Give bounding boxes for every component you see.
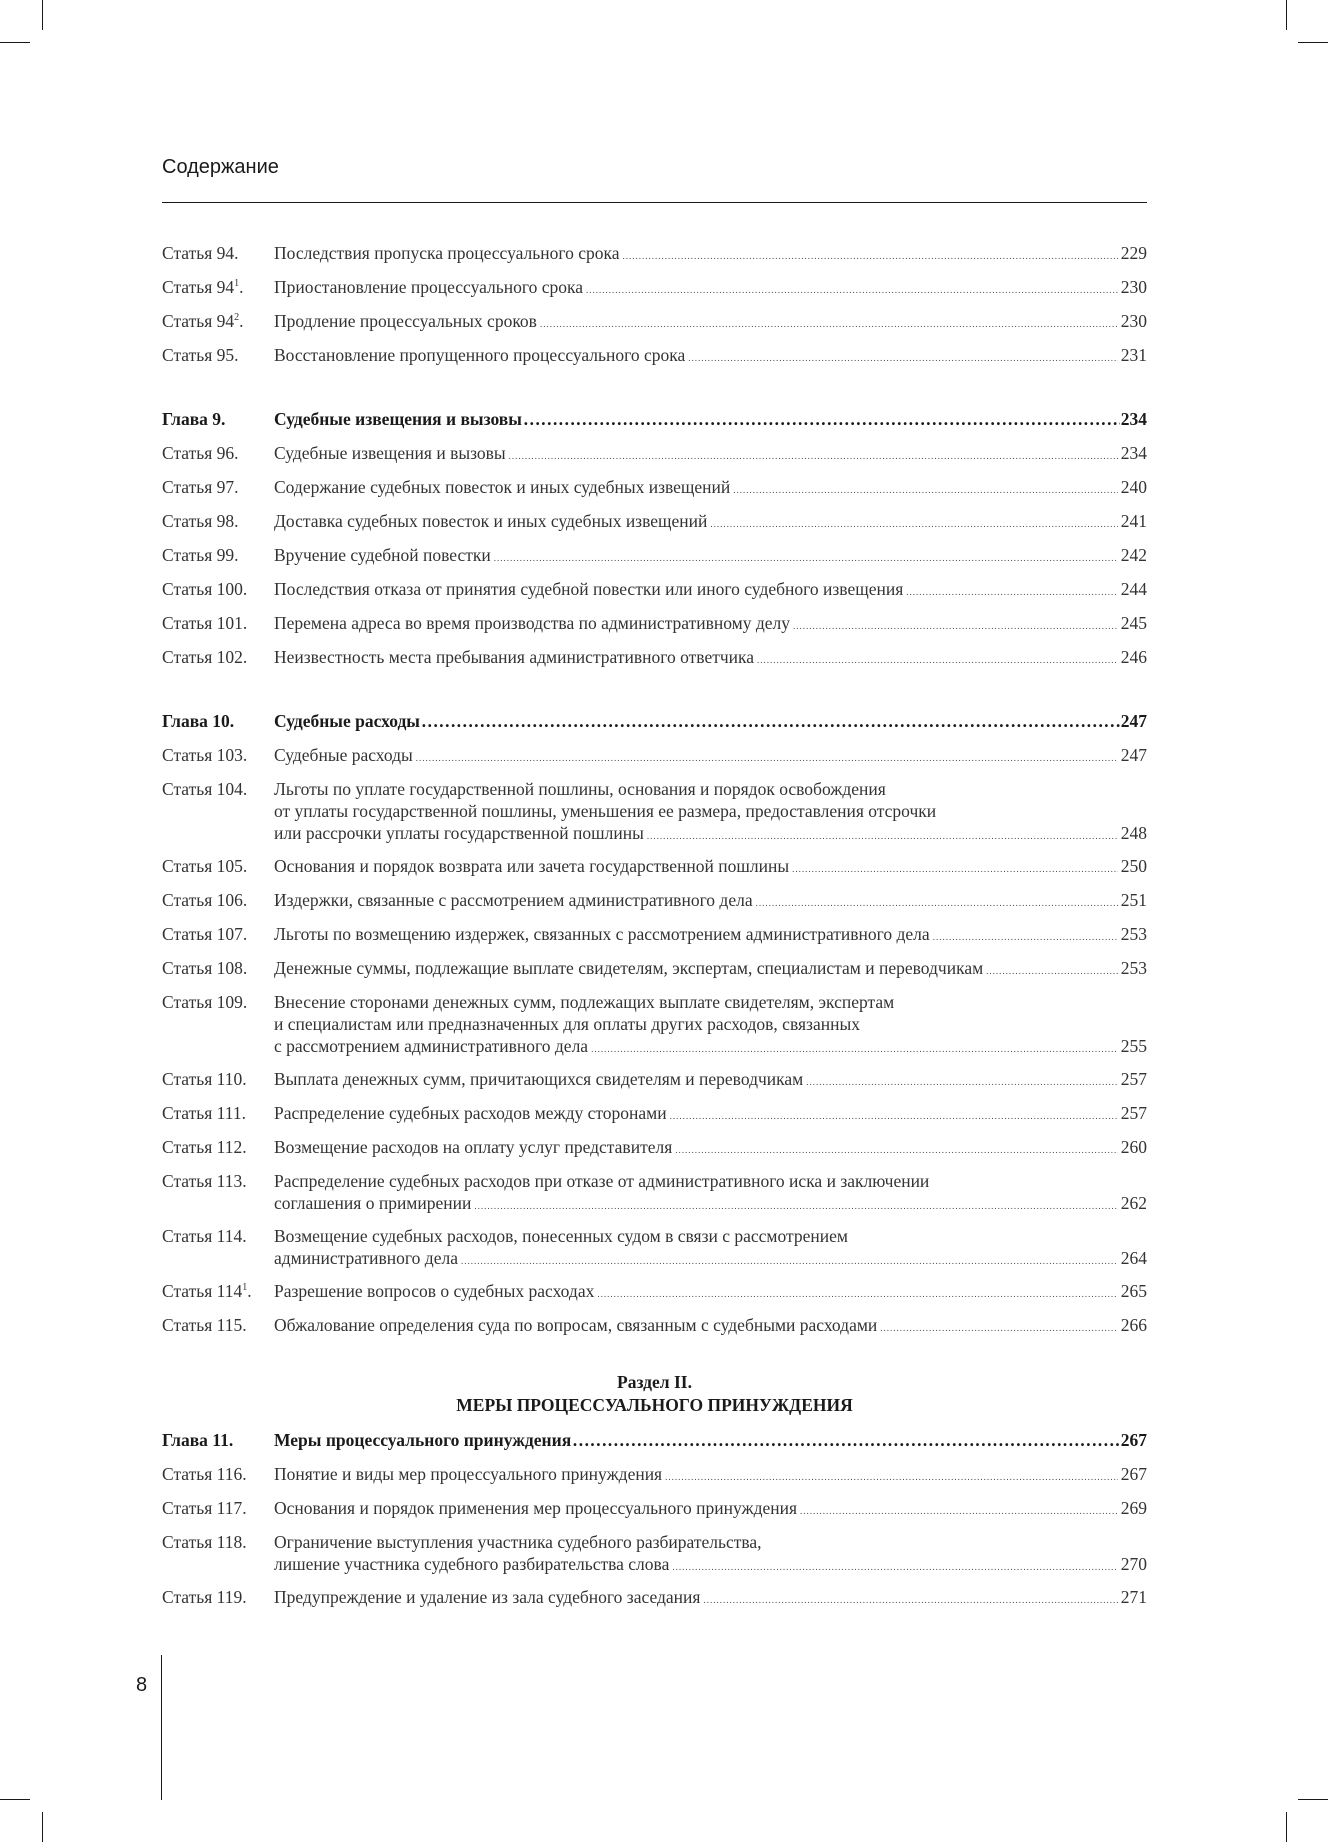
toc-entry-label: Статья 97. — [162, 477, 239, 497]
toc-entry-title: Судебные расходы — [274, 745, 413, 765]
toc-entry-page: 262 — [1120, 1193, 1147, 1213]
toc-entry-page: 264 — [1120, 1248, 1147, 1268]
toc-entry-page: 271 — [1120, 1587, 1147, 1607]
toc-entry[interactable] — [162, 1068, 1147, 1102]
toc-entry[interactable] — [162, 310, 1147, 344]
leader-dots — [756, 892, 1118, 914]
toc-entry[interactable] — [162, 1314, 1147, 1348]
leader-dots — [665, 1466, 1118, 1488]
section-heading — [162, 1371, 1147, 1429]
crop-mark — [42, 0, 43, 30]
toc-entry-label: Статья 100. — [162, 579, 248, 599]
toc-chapter-label: Глава 11. — [162, 1430, 234, 1450]
toc-entry-page: 257 — [1120, 1069, 1147, 1089]
toc-chapter[interactable] — [162, 710, 1147, 744]
toc-entry[interactable] — [162, 1102, 1147, 1136]
toc-entry[interactable] — [162, 855, 1147, 889]
crop-mark — [1298, 1799, 1328, 1800]
toc-entry[interactable] — [162, 1463, 1147, 1497]
toc-entry-title: лишение участника судебного разбирательства слова — [274, 1554, 670, 1574]
toc-entry-label: Статья 115. — [162, 1315, 247, 1335]
leader-dots — [986, 960, 1118, 982]
leader-dots — [509, 445, 1118, 467]
superscript: 2 — [234, 312, 240, 324]
toc-entry[interactable] — [162, 612, 1147, 646]
toc-entry-page: 244 — [1120, 579, 1147, 599]
toc-entry-page: 247 — [1120, 745, 1147, 765]
toc-entry-label: Статья 103. — [162, 745, 248, 765]
leader-dots — [461, 1250, 1118, 1272]
toc-entry[interactable] — [162, 476, 1147, 510]
toc-entry-page: 234 — [1120, 443, 1147, 463]
toc-entry[interactable] — [162, 1531, 1147, 1586]
toc-entry[interactable] — [162, 957, 1147, 991]
toc-entry[interactable] — [162, 923, 1147, 957]
toc-entry-title: Доставка судебных повесток и иных судебных извещений — [274, 511, 708, 531]
toc-entry-title: Последствия пропуска процессуального срока — [274, 243, 620, 263]
toc-entry-title: Вручение судебной повестки — [274, 545, 491, 565]
toc-entry-page: 270 — [1120, 1554, 1147, 1574]
leader-dots — [792, 858, 1118, 880]
toc-entry[interactable] — [162, 510, 1147, 544]
crop-mark — [1286, 1812, 1287, 1842]
toc-entry-label: Статья $94^2$. — [162, 311, 244, 331]
leader-dots — [793, 615, 1118, 637]
toc-entry-page: 230 — [1120, 311, 1147, 331]
toc-entry-title: Издержки, связанные с рассмотрением административного дела — [274, 890, 753, 910]
running-head: Содержание — [162, 156, 279, 178]
toc-entry[interactable] — [162, 442, 1147, 476]
toc-entry-page: 269 — [1120, 1498, 1147, 1518]
toc-entry-label: Статья 101. — [162, 613, 248, 633]
toc-entry-title: Понятие и виды мер процессуального принуждения — [274, 1464, 663, 1484]
leader-dots — [416, 747, 1118, 769]
toc-chapter-page: 247 — [1120, 711, 1147, 731]
toc-entry-page: 230 — [1120, 277, 1147, 297]
leader-dots — [597, 1283, 1117, 1305]
toc-entry-label: Статья 96. — [162, 443, 239, 463]
leader-dots — [906, 581, 1118, 603]
toc-entry-page: 250 — [1120, 856, 1147, 876]
toc-entry-title: соглашения о примирении — [274, 1193, 472, 1213]
toc-entry-title: или рассрочки уплаты государственной пошлины — [274, 823, 644, 843]
leader-dots — [572, 1429, 1120, 1451]
leader-dots — [710, 513, 1117, 535]
toc-entry-title: Приостановление процессуального срока — [274, 277, 584, 297]
leader-dots — [806, 1071, 1118, 1093]
footer-rule — [161, 1655, 162, 1800]
leader-dots — [421, 710, 1120, 732]
section-number: Раздел II. — [617, 1372, 692, 1392]
toc-entry-page: 266 — [1120, 1315, 1147, 1335]
toc-entry-title: Основания и порядок возврата или зачета государственной пошлины — [274, 856, 790, 876]
header-rule — [162, 202, 1147, 203]
toc-entry-page: 231 — [1120, 345, 1147, 365]
toc-entry-page: 257 — [1120, 1103, 1147, 1123]
toc-entry[interactable] — [162, 1225, 1147, 1280]
crop-mark — [1298, 42, 1328, 43]
toc-entry-title: Разрешение вопросов о судебных расходах — [274, 1281, 595, 1301]
table-of-contents — [162, 242, 1147, 1620]
leader-dots — [757, 649, 1118, 671]
toc-entry-label: Статья 116. — [162, 1464, 247, 1484]
toc-entry-title: Предупреждение и удаление из зала судебного заседания — [274, 1587, 701, 1607]
toc-chapter-page: 267 — [1120, 1430, 1147, 1450]
toc-entry-label: Статья 95. — [162, 345, 239, 365]
toc-entry-label: Статья 106. — [162, 890, 248, 910]
page-number: 8 — [136, 1674, 148, 1696]
toc-entry[interactable] — [162, 1170, 1147, 1225]
leader-dots — [494, 547, 1118, 569]
toc-chapter-label: Глава 9. — [162, 409, 226, 429]
toc-entry-label: Статья 98. — [162, 511, 239, 531]
toc-entry-page: 255 — [1120, 1036, 1147, 1056]
toc-entry-title: Возмещение расходов на оплату услуг представителя — [274, 1137, 673, 1157]
toc-entry-title-line: Возмещение судебных расходов, понесенных судом в связи с рассмотрением — [274, 1226, 848, 1246]
toc-entry-page: 253 — [1120, 924, 1147, 944]
toc-entry-label: Статья 104. — [162, 779, 248, 799]
toc-entry-page: 246 — [1120, 647, 1147, 667]
toc-chapter[interactable] — [162, 1429, 1147, 1463]
toc-entry-label: Статья 108. — [162, 958, 248, 978]
toc-entry-title-line: Внесение сторонами денежных сумм, подлежащих выплате свидетелям, экспертам — [274, 992, 895, 1012]
toc-entry[interactable] — [162, 1497, 1147, 1531]
toc-entry[interactable] — [162, 344, 1147, 378]
leader-dots — [523, 408, 1120, 430]
toc-entry-page: 242 — [1120, 545, 1147, 565]
leader-dots — [733, 479, 1117, 501]
leader-dots — [540, 313, 1118, 335]
toc-entry-label: Статья 114. — [162, 1226, 247, 1246]
leader-dots — [675, 1139, 1117, 1161]
toc-entry-page: 241 — [1120, 511, 1147, 531]
toc-entry-label: Статья 94. — [162, 243, 239, 263]
toc-entry-title: Последствия отказа от принятия судебной повестки или иного судебного извещения — [274, 579, 904, 599]
toc-entry[interactable] — [162, 1280, 1147, 1314]
toc-entry-title: Судебные извещения и вызовы — [274, 443, 506, 463]
toc-chapter-title: Судебные расходы — [274, 711, 420, 731]
toc-entry-label: Статья 110. — [162, 1069, 247, 1089]
toc-entry-label: Статья 119. — [162, 1587, 247, 1607]
toc-entry-page: 248 — [1120, 823, 1147, 843]
leader-dots — [688, 347, 1117, 369]
superscript: 1 — [234, 278, 240, 290]
toc-entry-title: Денежные суммы, подлежащие выплате свидетелям, экспертам, специалистам и переводчикам — [274, 958, 984, 978]
toc-entry-title-line: и специалистам или предназначенных для оплаты других расходов, связанных — [274, 1014, 860, 1034]
toc-entry[interactable] — [162, 778, 1147, 855]
toc-entry-title-line: Ограничение выступления участника судебного разбирательства, — [274, 1532, 762, 1552]
toc-entry[interactable] — [162, 242, 1147, 276]
toc-entry-label: Статья 109. — [162, 992, 248, 1012]
toc-entry-title: Льготы по возмещению издержек, связанных с рассмотрением административного дела — [274, 924, 930, 944]
toc-entry-title: Перемена адреса во время производства по административному делу — [274, 613, 791, 633]
toc-entry[interactable] — [162, 276, 1147, 310]
leader-dots — [586, 279, 1118, 301]
leader-dots — [880, 1317, 1117, 1339]
toc-entry-label: Статья 113. — [162, 1171, 247, 1191]
toc-entry[interactable] — [162, 1586, 1147, 1620]
leader-dots — [647, 825, 1118, 847]
toc-chapter-label: Глава 10. — [162, 711, 235, 731]
toc-entry[interactable] — [162, 544, 1147, 578]
crop-mark — [42, 1812, 43, 1842]
toc-entry-title-line: от уплаты государственной пошлины, уменьшения ее размера, предоставления отсрочки — [274, 801, 937, 821]
toc-entry[interactable] — [162, 744, 1147, 778]
toc-entry-title: Основания и порядок применения мер процессуального принуждения — [274, 1498, 798, 1518]
toc-chapter-title: Судебные извещения и вызовы — [274, 409, 522, 429]
toc-entry-page: 265 — [1120, 1281, 1147, 1301]
toc-entry-title: с рассмотрением административного дела — [274, 1036, 589, 1056]
toc-entry[interactable] — [162, 1136, 1147, 1170]
toc-entry-title-line: Распределение судебных расходов при отказе от административного иска и заключении — [274, 1171, 930, 1191]
toc-chapter-title: Меры процессуального принуждения — [274, 1430, 572, 1450]
crop-mark — [0, 1799, 30, 1800]
toc-chapter[interactable] — [162, 408, 1147, 442]
toc-chapter-page: 234 — [1120, 409, 1147, 429]
toc-entry-label: Статья 112. — [162, 1137, 247, 1157]
section-title: МЕРЫ ПРОЦЕССУАЛЬНОГО ПРИНУЖДЕНИЯ — [456, 1395, 853, 1415]
crop-mark — [1286, 0, 1287, 30]
toc-entry-label: Статья 118. — [162, 1532, 247, 1552]
toc-entry[interactable] — [162, 889, 1147, 923]
toc-entry-label: Статья $94^1$. — [162, 277, 244, 297]
toc-entry-title: Продление процессуальных сроков — [274, 311, 537, 331]
toc-entry-title: Неизвестность места пребывания административного ответчика — [274, 647, 755, 667]
leader-dots — [672, 1556, 1117, 1578]
toc-entry-label: Статья 117. — [162, 1498, 247, 1518]
toc-entry-title: административного дела — [274, 1248, 458, 1268]
toc-entry-label: Статья $114^1$. — [162, 1281, 252, 1301]
leader-dots — [670, 1105, 1118, 1127]
toc-entry-label: Статья 105. — [162, 856, 248, 876]
toc-entry-title: Обжалование определения суда по вопросам, связанным с судебными расходами — [274, 1315, 878, 1335]
toc-entry[interactable] — [162, 578, 1147, 612]
toc-entry-label: Статья 102. — [162, 647, 248, 667]
toc-entry-page: 245 — [1120, 613, 1147, 633]
leader-dots — [800, 1500, 1118, 1522]
toc-entry-page: 251 — [1120, 890, 1147, 910]
toc-entry-title: Содержание судебных повесток и иных судебных извещений — [274, 477, 731, 497]
superscript: 1 — [242, 1282, 248, 1294]
toc-entry-title: Распределение судебных расходов между сторонами — [274, 1103, 667, 1123]
toc-entry-page: 240 — [1120, 477, 1147, 497]
toc-entry-title: Выплата денежных сумм, причитающихся свидетелям и переводчикам — [274, 1069, 804, 1089]
crop-mark — [0, 42, 30, 43]
toc-entry-page: 267 — [1120, 1464, 1147, 1484]
leader-dots — [474, 1195, 1117, 1217]
toc-entry-label: Статья 111. — [162, 1103, 246, 1123]
toc-entry-page: 253 — [1120, 958, 1147, 978]
toc-entry-page: 260 — [1120, 1137, 1147, 1157]
toc-entry-page: 229 — [1120, 243, 1147, 263]
toc-entry-title-line: Льготы по уплате государственной пошлины, основания и порядок освобождения — [274, 779, 886, 799]
leader-dots — [591, 1038, 1118, 1060]
toc-entry-label: Статья 107. — [162, 924, 248, 944]
toc-entry[interactable] — [162, 646, 1147, 680]
leader-dots — [933, 926, 1118, 948]
leader-dots — [703, 1589, 1117, 1611]
toc-entry-label: Статья 99. — [162, 545, 239, 565]
toc-entry[interactable] — [162, 991, 1147, 1068]
toc-entry-title: Восстановление пропущенного процессуального срока — [274, 345, 686, 365]
leader-dots — [623, 245, 1118, 267]
